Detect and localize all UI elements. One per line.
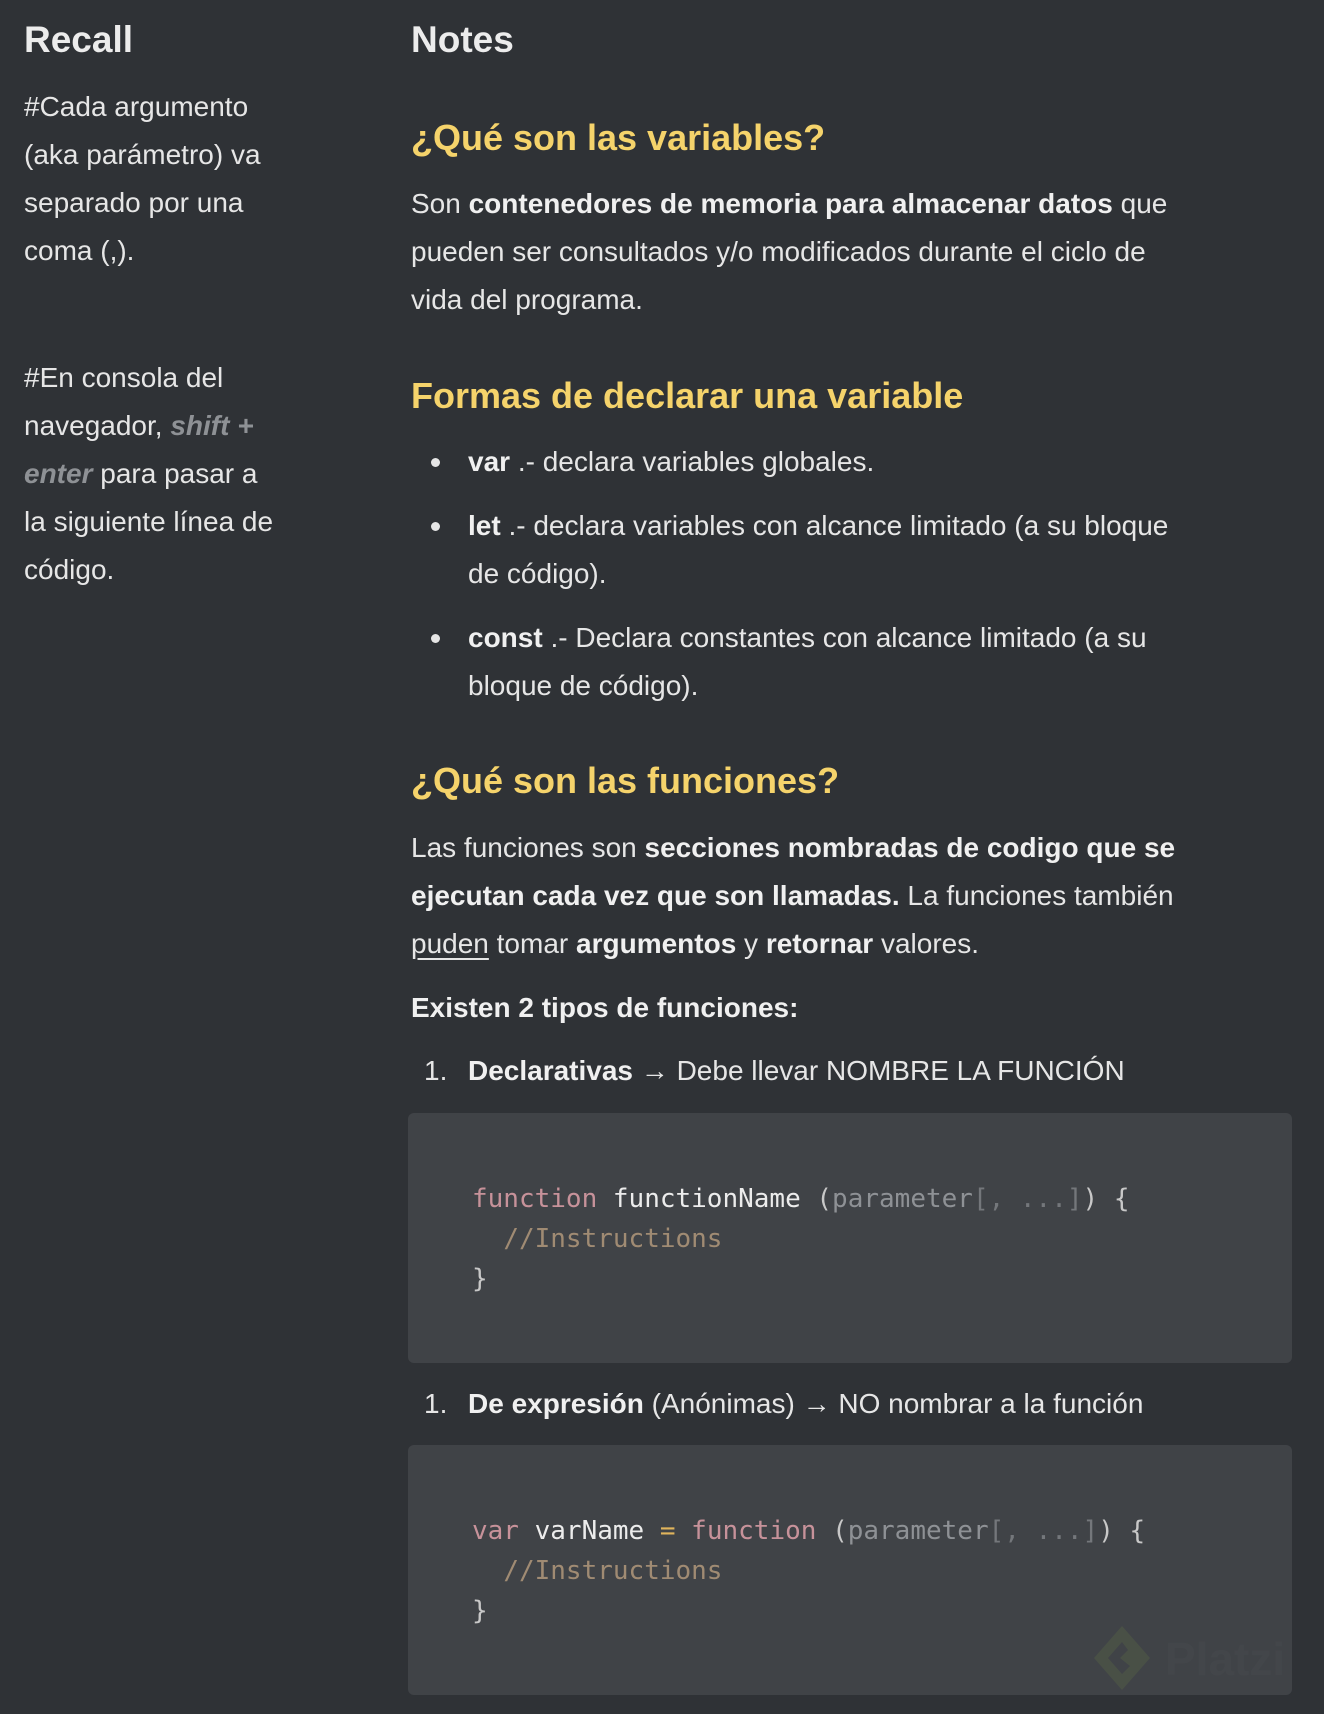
code-punctuation: ) (1098, 1516, 1114, 1546)
code-comment: //Instructions (503, 1224, 723, 1254)
platzi-watermark (1090, 1622, 1290, 1692)
text: valores. (873, 928, 980, 959)
keyword: var (468, 446, 511, 477)
recall-line: #En consola del (24, 362, 224, 393)
bullet-icon (431, 634, 440, 643)
code-punctuation: { (1113, 1184, 1130, 1214)
underlined-text: puden (411, 928, 489, 959)
code-comment: //Instructions (503, 1556, 723, 1586)
keyword: const (468, 622, 543, 653)
list-item-text (468, 1047, 1125, 1095)
text: .- Declara constantes con alcance limitado (a su (542, 622, 1147, 653)
text: La funciones también (899, 880, 1174, 911)
recall-title: Recall (24, 19, 134, 60)
shortcut-emphasis: enter (24, 458, 93, 489)
code-block-declarative (408, 1113, 1292, 1363)
bold-text: ejecutan cada vez que son llamadas. (411, 880, 900, 911)
keyword: let (468, 510, 501, 541)
bold-text: contenedores de memoria para almacenar datos (468, 188, 1113, 219)
text: (Anónimas) → NO nombrar a la función (643, 1388, 1144, 1419)
list-item-text (468, 438, 874, 486)
list-number: 1. (424, 1055, 448, 1086)
paragraph-line (411, 180, 1167, 228)
code-punctuation: ) (1082, 1184, 1099, 1214)
paragraph-line: vida del programa. (411, 284, 643, 315)
list-number: 1. (424, 1388, 448, 1419)
list-item-text: de código). (468, 558, 607, 589)
paragraph-line: pueden ser consultados y/o modificados durante el ciclo de (411, 236, 1146, 267)
recall-text: navegador, (24, 410, 171, 441)
recall-line: #Cada argumento (24, 91, 249, 122)
code-keyword: var (472, 1516, 519, 1546)
code-content (472, 1179, 1129, 1299)
list-item-text: bloque de código). (468, 670, 699, 701)
text: Son (411, 188, 469, 219)
code-keyword: function (472, 1184, 598, 1214)
code-parameter: parameter (847, 1516, 989, 1546)
recall-line (24, 402, 254, 450)
code-content (472, 1511, 1145, 1631)
watermark-text: Platzi (1165, 1633, 1286, 1685)
code-punctuation: { (1129, 1516, 1146, 1546)
text: Las funciones son (411, 832, 645, 863)
bold-text: argumentos (576, 928, 737, 959)
recall-line: código. (24, 554, 115, 585)
text: que (1112, 188, 1168, 219)
paragraph-line (411, 872, 1174, 920)
bullet-icon (431, 522, 440, 531)
text: y (736, 928, 766, 959)
code-keyword: function (691, 1516, 817, 1546)
paragraph-line (411, 920, 979, 968)
recall-line: (aka parámetro) va (24, 139, 261, 170)
bold-text: secciones nombradas de codigo que se (644, 832, 1176, 863)
list-item-text (468, 502, 1168, 550)
recall-line: coma (,). (24, 235, 135, 266)
text: tomar (488, 928, 577, 959)
code-identifier: varName (534, 1516, 645, 1546)
recall-line: la siguiente línea de (24, 506, 274, 537)
shortcut-emphasis: shift + (170, 410, 254, 441)
recall-text: para pasar a (92, 458, 258, 489)
platzi-logo-icon (1090, 1622, 1154, 1694)
notes-title: Notes (411, 19, 514, 60)
text: .- declara variables con alcance limitado (a su bloque (500, 510, 1169, 541)
recall-line (24, 450, 257, 498)
code-punctuation: } (472, 1264, 488, 1294)
bold-text: De expresión (468, 1388, 644, 1419)
code-optional: [, ...] (972, 1184, 1083, 1214)
code-identifier: functionName (612, 1184, 801, 1214)
list-item-text (468, 614, 1147, 662)
code-operator: = (659, 1516, 676, 1546)
function-types-label: Existen 2 tipos de funciones: (411, 992, 799, 1023)
code-parameter: parameter (832, 1184, 973, 1214)
text: → Debe llevar NOMBRE LA FUNCIÓN (633, 1055, 1125, 1086)
bold-text: Declarativas (468, 1055, 634, 1086)
code-punctuation: ( (816, 1184, 833, 1214)
heading-declare-variable: Formas de declarar una variable (411, 375, 964, 416)
list-item-text (468, 1380, 1143, 1428)
paragraph-line (411, 824, 1175, 872)
code-punctuation: } (472, 1596, 488, 1626)
code-punctuation: ( (832, 1516, 848, 1546)
bullet-icon (431, 458, 440, 467)
text: .- declara variables globales. (510, 446, 875, 477)
heading-variables: ¿Qué son las variables? (411, 117, 826, 158)
code-optional: [, ...] (988, 1516, 1099, 1546)
heading-functions: ¿Qué son las funciones? (411, 760, 840, 801)
bold-text: retornar (765, 928, 874, 959)
recall-line: separado por una (24, 187, 244, 218)
